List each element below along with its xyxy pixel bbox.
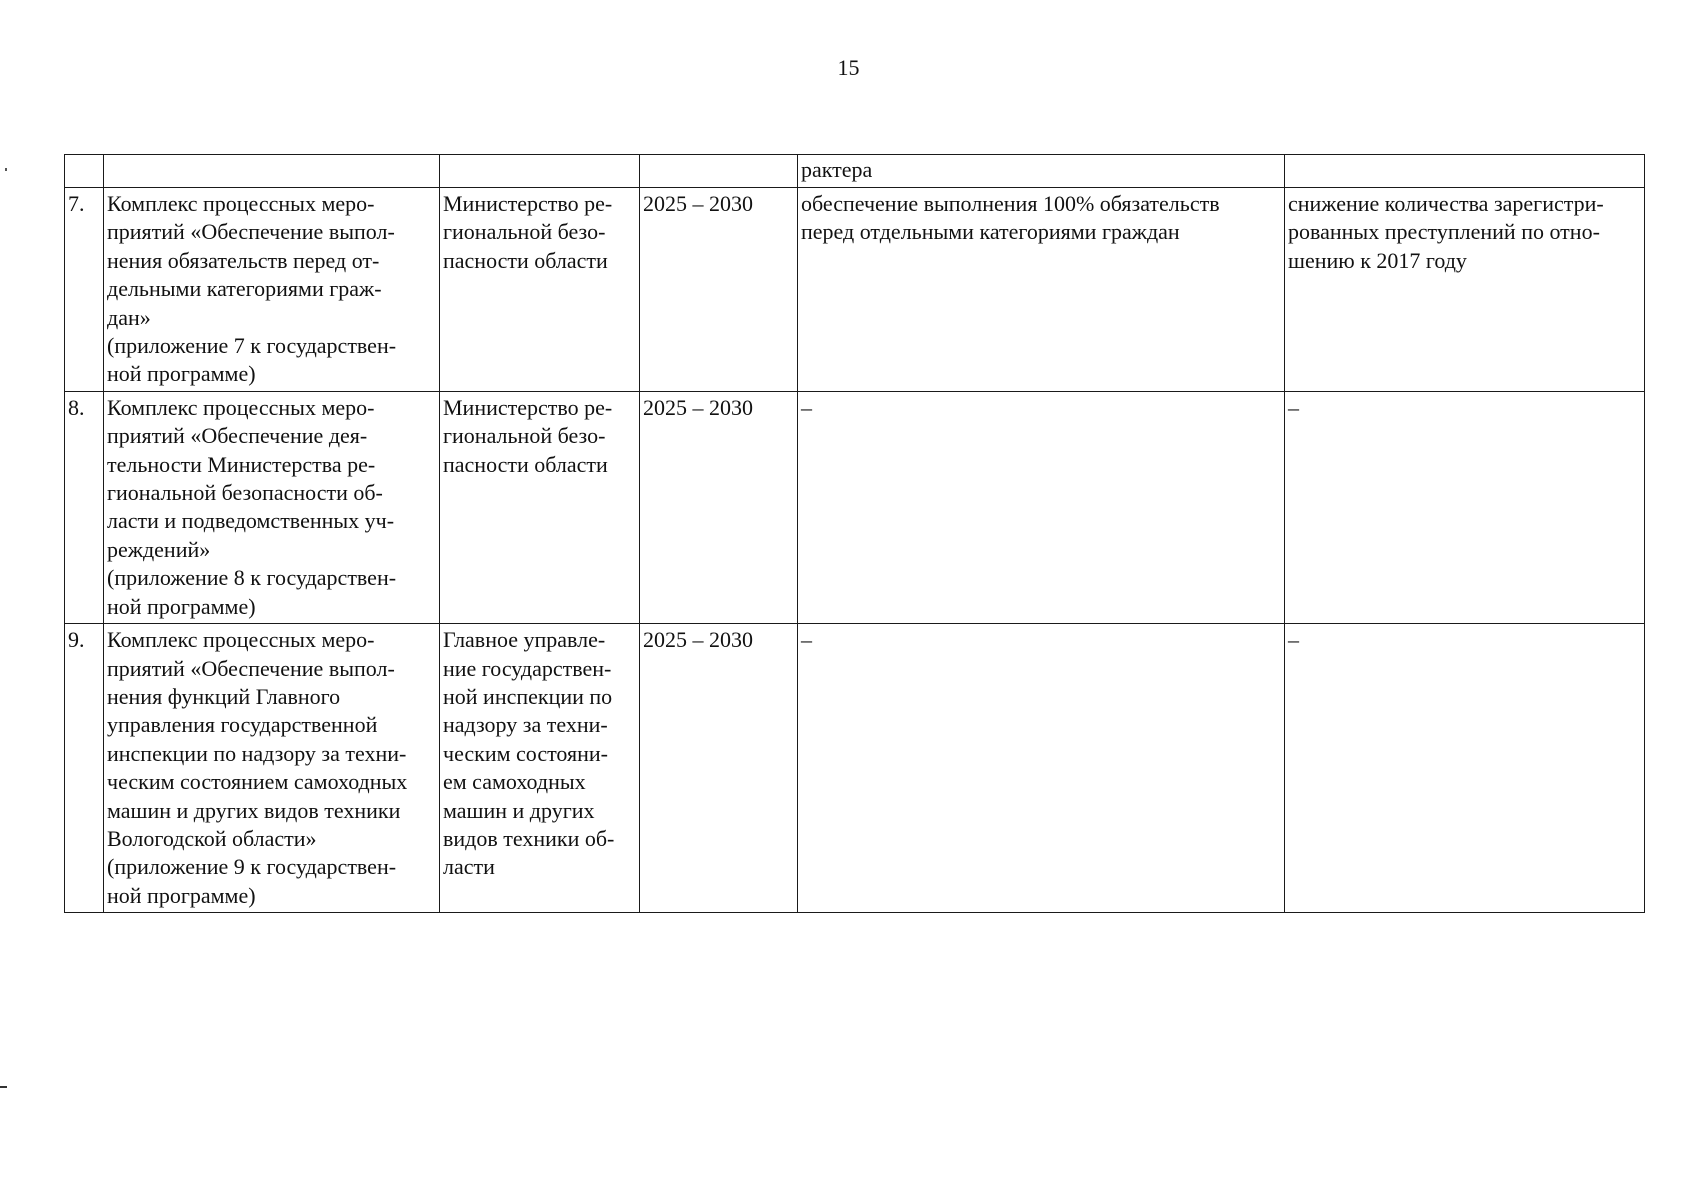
cell-task: обеспечение выполнения 100% обязательств перед отдельными категориями граждан [798, 188, 1285, 392]
table-row [65, 188, 1645, 392]
cell-task: – [798, 391, 1285, 623]
cell-task: рактера [798, 155, 1285, 188]
cell-number [65, 155, 104, 188]
cell-indicator [1285, 155, 1645, 188]
cell-period: 2025 – 2030 [640, 624, 798, 913]
table-row [65, 391, 1645, 623]
cell-period: 2025 – 2030 [640, 391, 798, 623]
cell-indicator: – [1285, 624, 1645, 913]
cell-number: 8. [65, 391, 104, 623]
cell-number: 7. [65, 188, 104, 392]
cell-period [640, 155, 798, 188]
cell-responsible [440, 155, 640, 188]
cell-responsible: Министерство ре- гиональной безо- пасности области [440, 391, 640, 623]
margin-mark [0, 1086, 7, 1088]
cell-period: 2025 – 2030 [640, 188, 798, 392]
cell-indicator: снижение количества зарегистри- рованных преступлений по отно- шению к 2017 году [1285, 188, 1645, 392]
cell-name [104, 155, 440, 188]
scan-speck [5, 168, 7, 171]
table-row-continuation [65, 155, 1645, 188]
cell-name: Комплекс процессных меро- приятий «Обеспечение дея- тельности Министерства ре- гиональной безопасности об- ласти и подведомственных уч- реждений» (приложение 8 к государствен- ной программе) [104, 391, 440, 623]
cell-name: Комплекс процессных меро- приятий «Обеспечение выпол- нения функций Главного управления государственной инспекции по надзору за техни- ческим состоянием самоходных машин и других видов техники Вологодской области» (приложение 9 к государствен- ной программе) [104, 624, 440, 913]
program-table [64, 154, 1645, 913]
cell-name: Комплекс процессных меро- приятий «Обеспечение выпол- нения обязательств перед от- дельными категориями граж- дан» (приложение 7 к государствен- ной программе) [104, 188, 440, 392]
cell-indicator: – [1285, 391, 1645, 623]
cell-responsible: Министерство ре- гиональной безо- пасности области [440, 188, 640, 392]
table-row [65, 624, 1645, 913]
cell-responsible: Главное управле- ние государствен- ной инспекции по надзору за техни- ческим состояни- ем самоходных машин и других видов техники об- ласти [440, 624, 640, 913]
cell-task: – [798, 624, 1285, 913]
cell-number: 9. [65, 624, 104, 913]
page-number: 15 [837, 55, 860, 80]
